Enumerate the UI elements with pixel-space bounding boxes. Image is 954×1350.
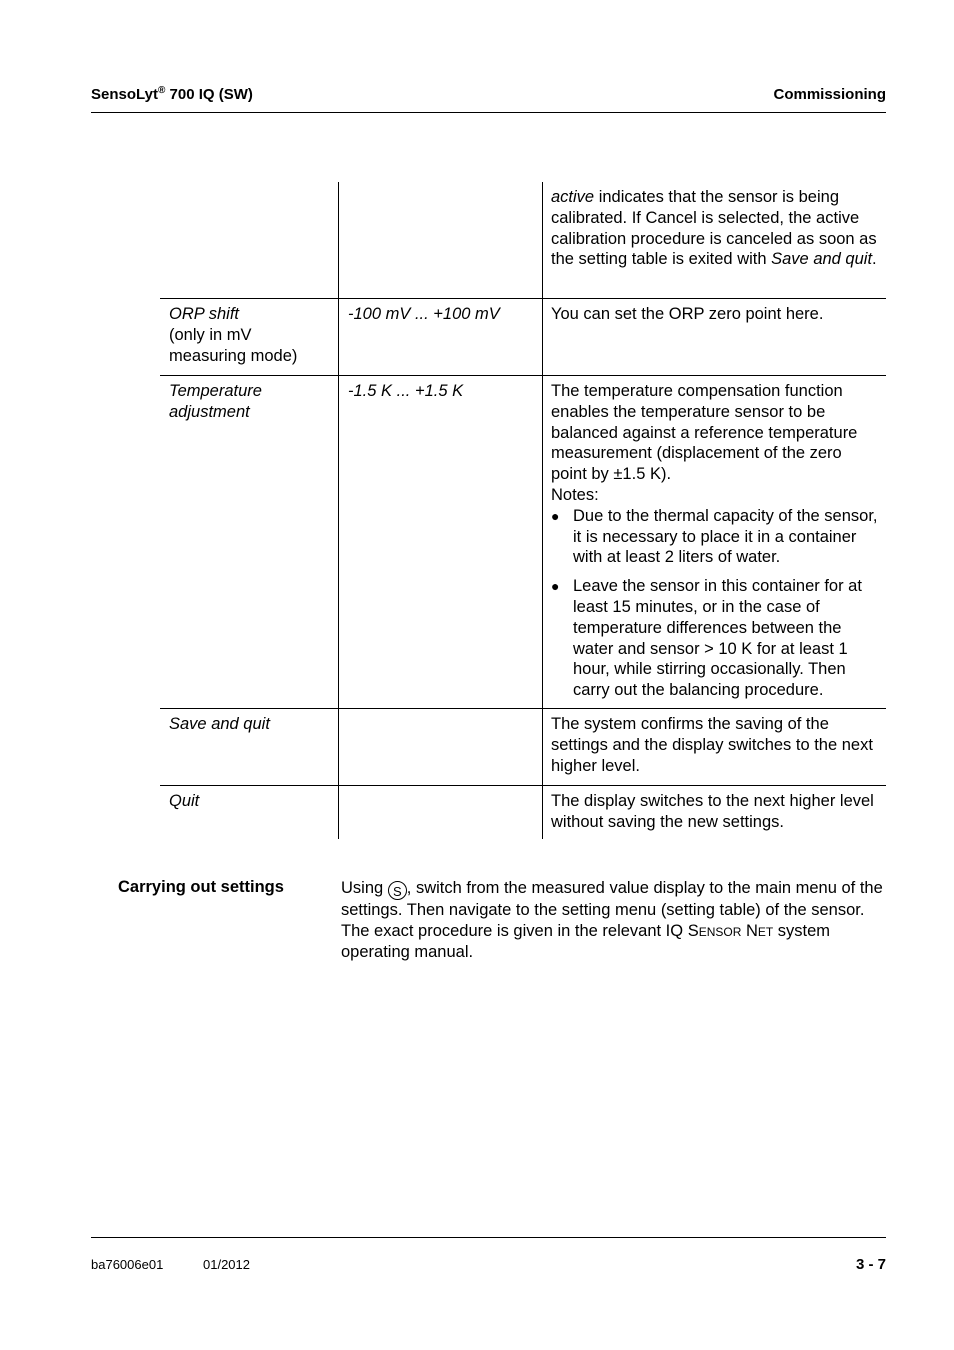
paragraph-text: Using — [341, 879, 388, 897]
setting-temperature-adjustment: Temperature adjustment — [169, 382, 262, 421]
setting-save-and-quit: Save and quit — [169, 715, 270, 733]
s-key-icon: S — [388, 881, 407, 900]
header-section-title: Commissioning — [773, 86, 886, 103]
bullet-icon: ● — [551, 507, 560, 524]
table-cell — [542, 182, 886, 298]
header-rule — [91, 112, 886, 113]
table-row — [160, 298, 886, 375]
save-and-quit-description: The system confirms the saving of the settings and the display switches to the next higher level. — [542, 709, 886, 785]
paragraph-text: , switch from the measured value display to the main menu of the settings. Then navigate to the setting menu (setting table) of the sensor. The exact procedure is given in the relevant IQ — [341, 879, 883, 940]
table-cell — [338, 709, 542, 785]
setting-orp-shift-note: (only in mV measuring mode) — [169, 325, 298, 365]
section-heading: Carrying out settings — [118, 878, 284, 896]
table-cell — [338, 182, 542, 298]
term-save-and-quit: Save and quit — [771, 250, 873, 269]
table-row — [160, 375, 886, 708]
document-id: ba76006e01 — [91, 1257, 164, 1272]
document-date: 01/2012 — [203, 1257, 250, 1272]
registered-mark: ® — [157, 85, 166, 96]
setting-orp-shift: ORP shift — [169, 305, 239, 323]
settings-table — [160, 182, 886, 839]
section-paragraph — [341, 878, 889, 962]
table-cell — [160, 182, 338, 298]
quit-description: The display switches to the next higher level without saving the new settings. — [542, 786, 886, 839]
term-active: active — [551, 188, 595, 206]
paragraph-text: system operating manual. — [341, 921, 831, 961]
table-cell — [542, 376, 886, 708]
notes-label: Notes: — [551, 485, 599, 504]
list-item — [551, 506, 882, 568]
table-row — [160, 785, 886, 839]
page-number: 3 - 7 — [855, 1256, 886, 1273]
list-item — [551, 576, 882, 701]
temperature-adjustment-range: -1.5 K ... +1.5 K — [338, 376, 542, 708]
period: . — [872, 250, 877, 269]
system-name: Sensor Net — [687, 921, 774, 940]
table-cell — [160, 299, 338, 375]
calibration-description: indicates that the sensor is being calibrated. If Cancel is selected, the active calibration procedure is canceled as soon as the setting table is exited with — [551, 188, 877, 269]
orp-shift-range: -100 mV ... +100 mV — [338, 299, 542, 375]
table-cell — [338, 786, 542, 839]
setting-quit: Quit — [169, 792, 200, 810]
product-model: 700 IQ (SW) — [165, 86, 253, 103]
bullet-icon: ● — [551, 578, 560, 595]
orp-shift-description: You can set the ORP zero point here. — [542, 299, 886, 375]
product-name: SensoLyt — [91, 86, 158, 103]
header-product-title — [91, 86, 253, 103]
footer-rule — [91, 1237, 886, 1238]
table-row — [160, 708, 886, 785]
table-row — [160, 182, 886, 298]
temperature-adjustment-description: The temperature compensation function enables the temperature sensor to be balanced against a reference temperature measurement (displacement of the zero point by ±1.5 K). — [551, 382, 858, 484]
note-text: Due to the thermal capacity of the sensor, it is necessary to place it in a container with at least 2 liters of water. — [573, 506, 878, 567]
note-text: Leave the sensor in this container for at least 15 minutes, or in the case of temperature differences between the water and sensor > 10 K for at least 1 hour, while stirring occasionally. Then carry out the balancing procedure. — [573, 577, 862, 700]
